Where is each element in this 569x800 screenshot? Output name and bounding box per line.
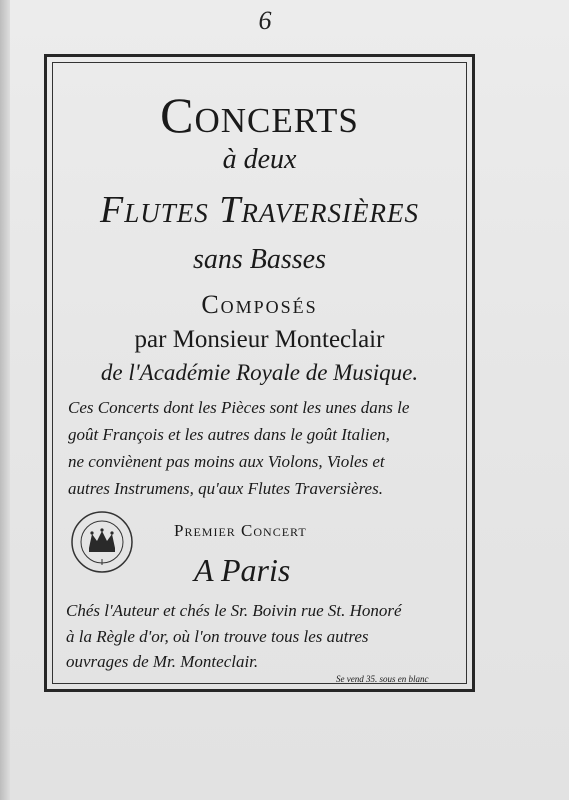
title-academie: de l'Académie Royale de Musique. <box>100 360 419 385</box>
price-note: Se vend 35. sous en blanc <box>336 674 429 684</box>
folio-number: 6 <box>258 6 272 35</box>
place: A Paris <box>194 552 291 588</box>
title-flutes <box>52 188 467 232</box>
address-line: à la Règle d'or, où l'on trouve tous les autres <box>66 627 369 646</box>
title-line-3: Flutes Traversières <box>100 189 419 231</box>
address-line: ouvrages de Mr. Monteclair. <box>66 652 259 671</box>
title-composes <box>52 290 467 320</box>
description-line: goût François et les autres dans le goût Italien, <box>68 425 390 444</box>
address-line: Chés l'Auteur et chés le Sr. Boivin rue St. Honoré <box>66 601 402 620</box>
title-a-deux: à deux <box>222 144 297 175</box>
title-concerts <box>52 86 467 144</box>
library-stamp <box>70 510 134 574</box>
description-line: Ces Concerts dont les Pièces sont les unes dans le <box>68 398 410 417</box>
concert-label-text: Premier Concert <box>174 521 307 540</box>
title-sans-basses: sans Basses <box>192 244 326 275</box>
crown-stamp-icon <box>70 510 134 574</box>
title-line-5: Composés <box>201 290 318 319</box>
description-line: ne conviènent pas moins aux Violons, Violes et <box>68 452 385 471</box>
binding-edge <box>0 0 10 800</box>
concert-label <box>174 521 307 541</box>
description-line: autres Instrumens, qu'aux Flutes Traversières. <box>68 479 383 498</box>
title-author: par Monsieur Monteclair <box>134 326 385 353</box>
title-line-1: Concerts <box>160 87 359 143</box>
